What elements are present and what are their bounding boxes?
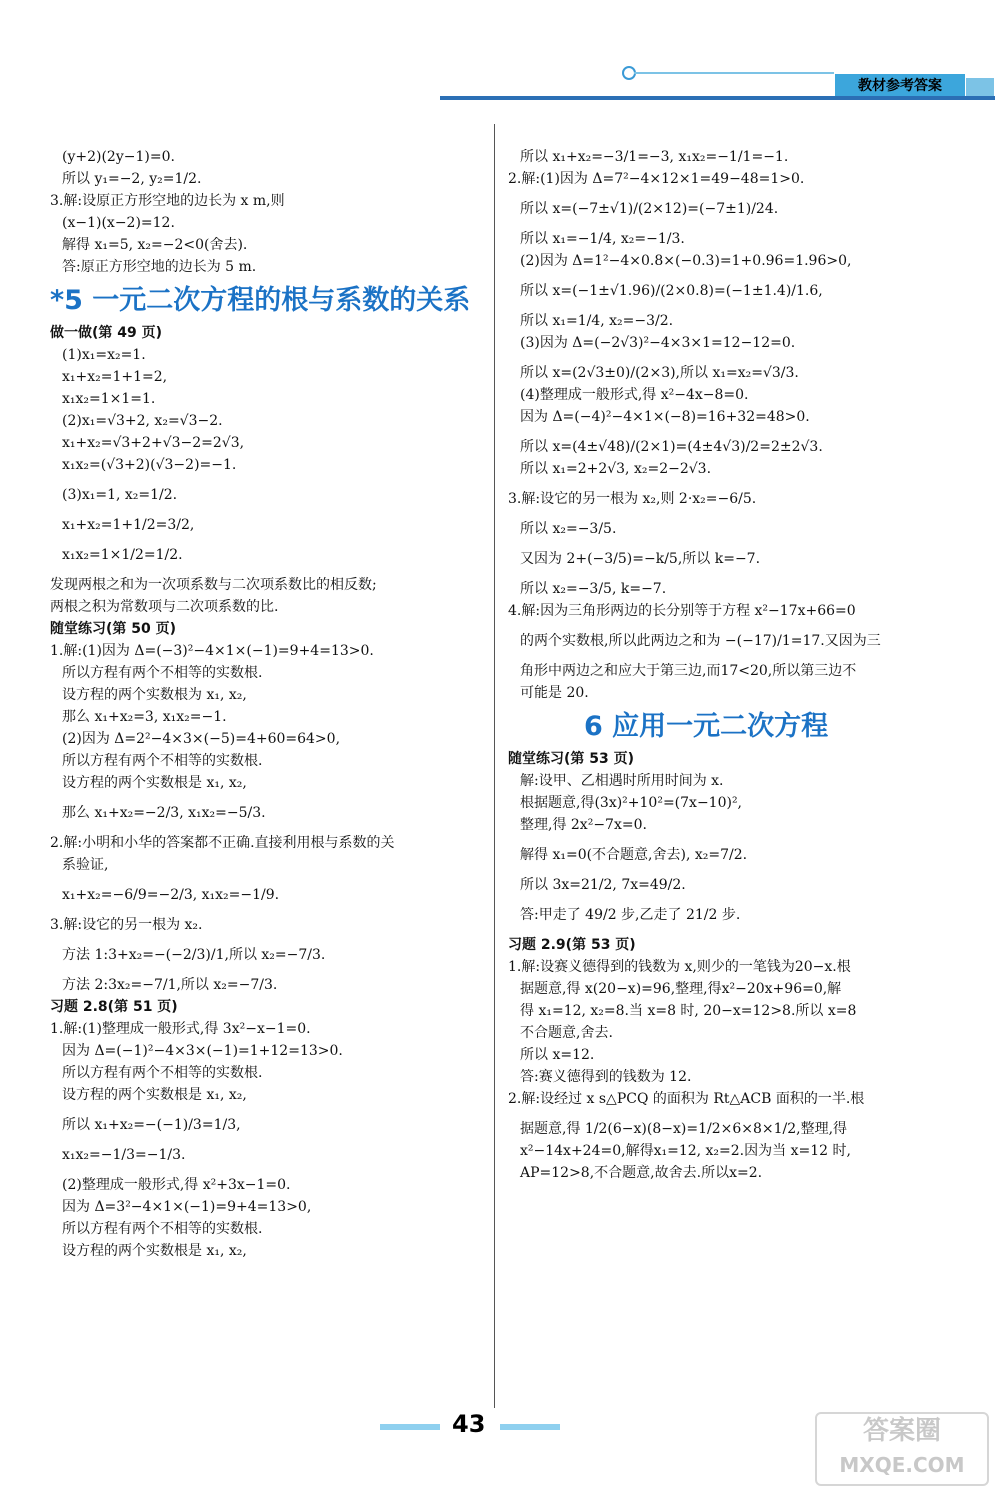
header-decor-line (634, 72, 834, 74)
text-line: 所以 x=(2√3±0)/(2×3),所以 x₁=x₂=√3/3. (520, 365, 799, 381)
text-line: x₁x₂=1×1=1. (62, 391, 156, 407)
text-line: 发现两根之和为一次项系数与二次项系数比的相反数; (50, 577, 377, 593)
text-line: 不合题意,舍去. (520, 1025, 613, 1041)
text-line: 所以 x₁+x₂=−(−1)/3=1/3, (62, 1117, 241, 1133)
header-rule (440, 96, 995, 100)
text-line: 又因为 2+(−3/5)=−k/5,所以 k=−7. (520, 551, 761, 567)
text-line: 所以方程有两个不相等的实数根. (62, 1065, 263, 1081)
text-line: 因为 Δ=3²−4×1×(−1)=9+4=13>0, (62, 1199, 312, 1215)
left-column (50, 146, 490, 1262)
subsection-title: 做一做(第 49 页) (50, 325, 163, 341)
text-line: (1)x₁=x₂=1. (62, 347, 146, 363)
text-line: 2.解:(1)因为 Δ=7²−4×12×1=49−48=1>0. (508, 171, 805, 187)
text-line: 两根之积为常数项与二次项系数的比. (50, 599, 279, 615)
text-line: 设方程的两个实数根为 x₁, x₂, (62, 687, 247, 703)
text-line: 1.解:(1)整理成一般形式,得 3x²−x−1=0. (50, 1021, 311, 1037)
text-line: 整理,得 2x²−7x=0. (520, 817, 647, 833)
text-line: 2.解:小明和小华的答案都不正确.直接利用根与系数的关 (50, 835, 395, 851)
text-line: 可能是 20. (520, 685, 589, 701)
text-line: 答:原正方形空地的边长为 5 m. (62, 259, 257, 275)
text-line: (y+2)(2y−1)=0. (62, 149, 175, 165)
text-line: 据题意,得 1/2(6−x)(8−x)=1/2×6×8×1/2,整理,得 (520, 1121, 848, 1137)
text-line: (2)整理成一般形式,得 x²+3x−1=0. (62, 1177, 291, 1193)
text-line: 所以 x₂=−3/5. (520, 521, 617, 537)
text-line: (2)x₁=√3+2, x₂=√3−2. (62, 413, 223, 429)
watermark-line-1: 答案圈 (862, 1416, 941, 1446)
text-line: 所以 x₁=−1/4, x₂=−1/3. (520, 231, 685, 247)
text-line: 的两个实数根,所以此两边之和为 −(−17)/1=17.又因为三 (520, 633, 881, 649)
right-column (508, 146, 948, 1184)
watermark-logo (815, 1412, 989, 1486)
text-line: 设方程的两个实数根是 x₁, x₂, (62, 1087, 247, 1103)
text-line: 3.解:设原正方形空地的边长为 x m,则 (50, 193, 285, 209)
text-line: (3)x₁=1, x₂=1/2. (62, 487, 178, 503)
text-line: 答:甲走了 49/2 步,乙走了 21/2 步. (520, 907, 741, 923)
text-line: 3.解:设它的另一根为 x₂. (50, 917, 203, 933)
text-line: 2.解:设经过 x s△PCQ 的面积为 Rt△ACB 面积的一半.根 (508, 1091, 865, 1107)
text-line: 所以方程有两个不相等的实数根. (62, 665, 263, 681)
text-line: AP=12>8,不合题意,故舍去.所以x=2. (520, 1165, 763, 1181)
text-line: 那么 x₁+x₂=−2/3, x₁x₂=−5/3. (62, 805, 266, 821)
text-line: 所以 x₁+x₂=−3/1=−3, x₁x₂=−1/1=−1. (520, 149, 789, 165)
text-line: 所以 x=(−7±√1)/(2×12)=(−7±1)/24. (520, 201, 779, 217)
text-line: 解得 x₁=5, x₂=−2<0(舍去). (62, 237, 248, 253)
text-line: (3)因为 Δ=(−2√3)²−4×3×1=12−12=0. (520, 335, 796, 351)
subsection-title: 习题 2.8(第 51 页) (50, 999, 178, 1015)
text-line: 3.解:设它的另一根为 x₂,则 2·x₂=−6/5. (508, 491, 757, 507)
text-line: 设方程的两个实数根是 x₁, x₂, (62, 1243, 247, 1259)
text-line: x₁x₂=−1/3=−1/3. (62, 1147, 186, 1163)
text-line: 解得 x₁=0(不合题意,舍去), x₂=7/2. (520, 847, 748, 863)
subsection-title: 随堂练习(第 53 页) (508, 751, 635, 767)
text-line: x₁x₂=1×1/2=1/2. (62, 547, 183, 563)
subsection-title: 习题 2.9(第 53 页) (508, 937, 636, 953)
text-line: 1.解:(1)因为 Δ=(−3)²−4×1×(−1)=9+4=13>0. (50, 643, 374, 659)
text-line: 得 x₁=12, x₂=8.当 x=8 时, 20−x=12>8.所以 x=8 (520, 1003, 857, 1019)
page-number: 43 (452, 1410, 486, 1438)
text-line: x₁+x₂=1+1/2=3/2, (62, 517, 195, 533)
header-decor-block (966, 78, 994, 96)
text-line: 4.解:因为三角形两边的长分别等于方程 x²−17x+66=0 (508, 603, 856, 619)
text-line: 设方程的两个实数根是 x₁, x₂, (62, 775, 247, 791)
text-line: 所以方程有两个不相等的实数根. (62, 753, 263, 769)
text-line: (x−1)(x−2)=12. (62, 215, 175, 231)
text-line: x₁+x₂=√3+2+√3−2=2√3, (62, 435, 245, 451)
text-line: 所以 x=12. (520, 1047, 595, 1063)
text-line: 所以 3x=21/2, 7x=49/2. (520, 877, 686, 893)
text-line: 1.解:设赛义德得到的钱数为 x,则少的一笔钱为20−x.根 (508, 959, 851, 975)
section-5-title: *5 一元二次方程的根与系数的关系 (50, 285, 471, 316)
text-line: 答:赛义德得到的钱数为 12. (520, 1069, 692, 1085)
text-line: 那么 x₁+x₂=3, x₁x₂=−1. (62, 709, 227, 725)
text-line: 所以 x₁=2+2√3, x₂=2−2√3. (520, 461, 712, 477)
text-line: 方法 2:3x₂=−7/1,所以 x₂=−7/3. (62, 977, 278, 993)
column-divider (494, 124, 495, 1408)
text-line: 解:设甲、乙相遇时所用时间为 x. (520, 773, 724, 789)
text-line: (2)因为 Δ=1²−4×0.8×(−0.3)=1+0.96=1.96>0, (520, 253, 852, 269)
header-tag: 教材参考答案 (835, 74, 965, 98)
text-line: x₁+x₂=1+1=2, (62, 369, 168, 385)
text-line: 所以方程有两个不相等的实数根. (62, 1221, 263, 1237)
text-line: 所以 x=(4±√48)/(2×1)=(4±4√3)/2=2±2√3. (520, 439, 823, 455)
text-line: 所以 y₁=−2, y₂=1/2. (62, 171, 202, 187)
text-line: 因为 Δ=(−4)²−4×1×(−8)=16+32=48>0. (520, 409, 810, 425)
subsection-title: 随堂练习(第 50 页) (50, 621, 177, 637)
text-line: 所以 x₁=1/4, x₂=−3/2. (520, 313, 674, 329)
text-line: 因为 Δ=(−1)²−4×3×(−1)=1+12=13>0. (62, 1043, 343, 1059)
text-line: 据题意,得 x(20−x)=96,整理,得x²−20x+96=0,解 (520, 981, 842, 997)
watermark-line-2: MXQE.COM (839, 1453, 965, 1477)
text-line: x₁x₂=(√3+2)(√3−2)=−1. (62, 457, 237, 473)
text-line: 系验证, (62, 857, 109, 873)
text-line: 所以 x=(−1±√1.96)/(2×0.8)=(−1±1.4)/1.6, (520, 283, 823, 299)
text-line: (2)因为 Δ=2²−4×3×(−5)=4+60=64>0, (62, 731, 341, 747)
text-line: x²−14x+24=0,解得x₁=12, x₂=2.因为当 x=12 时, (520, 1143, 851, 1159)
page-number-decor-right (500, 1424, 560, 1430)
page-number-decor-left (380, 1424, 440, 1430)
text-line: 所以 x₂=−3/5, k=−7. (520, 581, 667, 597)
section-6-title: 6 应用一元二次方程 (584, 711, 829, 742)
text-line: x₁+x₂=−6/9=−2/3, x₁x₂=−1/9. (62, 887, 280, 903)
text-line: 根据题意,得(3x)²+10²=(7x−10)², (520, 795, 743, 811)
text-line: (4)整理成一般形式,得 x²−4x−8=0. (520, 387, 749, 403)
text-line: 方法 1:3+x₂=−(−2/3)/1,所以 x₂=−7/3. (62, 947, 326, 963)
text-line: 角形中两边之和应大于第三边,而17<20,所以第三边不 (520, 663, 857, 679)
